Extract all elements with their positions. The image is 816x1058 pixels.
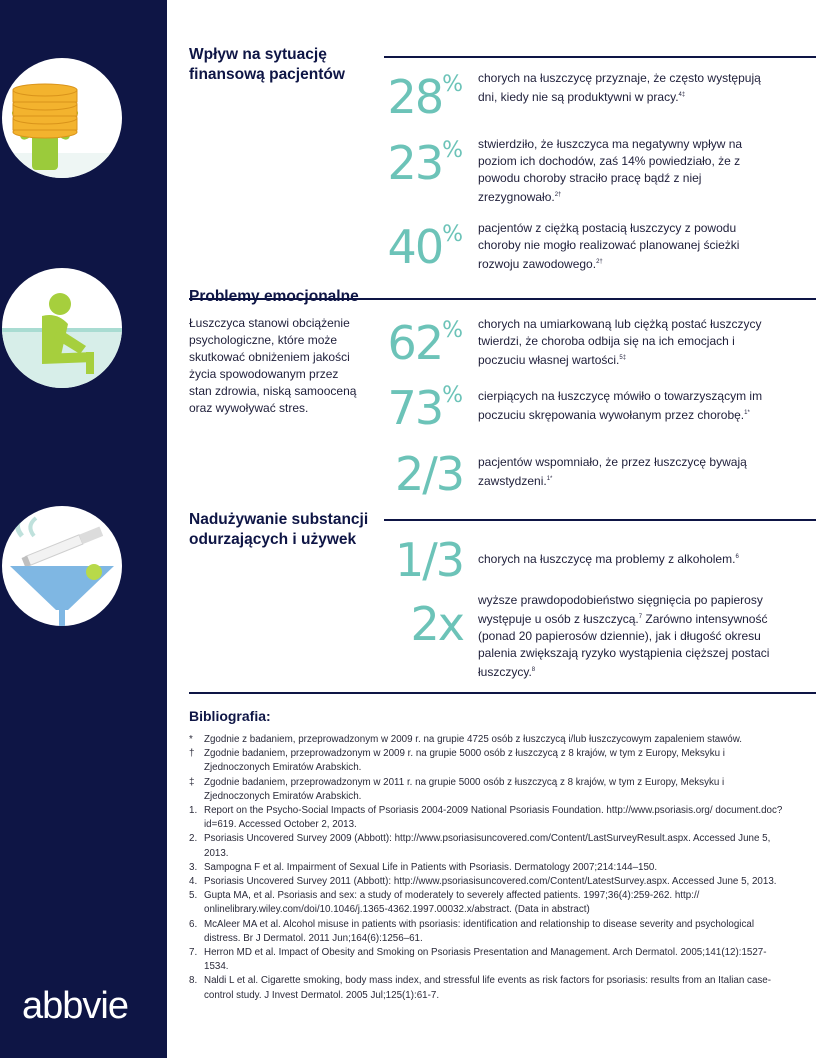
bibliography-item: 7. Herron MD et al. Impact of Obesity and Smoking on Psoriasis Presentation and Management. Arch Dermatol. 2005;141(12):1527-1534. [189, 947, 767, 973]
stat-23-text: stwierdziło, że łuszczyca ma negatywny wpływ na poziom ich dochodów, zaś 14% powiedziało, że z powodu choroby straciło pracę bądź z niej zrezygnowało.$^{2\dagger}$ [478, 137, 743, 204]
bibliography-item: 3. Sampogna F et al. Impairment of Sexual Life in Patients with Psoriasis. Dermatology 2007;214:144–150. [189, 861, 658, 873]
stat-one-third-text: chorych na łuszczycę ma problemy z alkoholem.$^6$ [478, 552, 739, 566]
coin-stack-icon [2, 58, 122, 178]
bibliography-item: 2. Psoriasis Uncovered Survey 2009 (Abbott): http://www.psoriasisuncovered.com/Content/LastSurveyResult.aspx. Accessed June 5, 2013. [189, 833, 771, 859]
bibliography-item: † Zgodnie badaniem, przeprowadzonym w 2009 r. na grupie 5000 osób z łuszczycą z 8 krajów, w tym z Europy, Meksyku i Zjednoczonych Emiratów Arabskich. [189, 748, 725, 774]
bibliography-item: * Zgodnie z badaniem, przeprowadzonym w 2009 r. na grupie 4725 osób z łuszczycą i/lub łuszczycowym zapaleniem stawów. [189, 734, 743, 745]
section-rule-bibliography [189, 692, 816, 694]
stat-40-text: pacjentów z ciężką postacią łuszczycy z powodu choroby nie mogło realizować planowanej ścieżki rozwoju zawodowego.$^{2\dagger}$ [478, 221, 740, 271]
stat-73-text: cierpiących na łuszczycę mówiło o towarzyszącym im poczuciu skrępowania wywołanym przez chorobę.$^{1*}$ [478, 389, 763, 422]
stat-two-thirds-text: pacjentów wspomniało, że przez łuszczycę bywają zawstydzeni.$^{1*}$ [478, 455, 747, 488]
section-rule-finance [384, 56, 816, 58]
abbvie-logo: abbvie [22, 985, 128, 1027]
stat-62-text: chorych na umiarkowaną lub ciężką postać łuszczycy twierdzi, że choroba odbija się na ich emocjach i poczuciu własnej wartości.$^{5\ddagger}$ [478, 317, 762, 367]
stat-28-text: chorych na łuszczycę przyznaje, że często występują dni, kiedy nie są produktywni w pracy.$^{4\ddagger}$ [478, 71, 761, 104]
sad-person-icon [2, 268, 122, 388]
section-rule-substances [384, 519, 816, 521]
bibliography-item: 5. Gupta MA, et al. Psoriasis and sex: a study of moderately to severely affected patients. 1997;36(4):259-262. http:// onlinelibrary.wiley.com/doi/10.1046/j.1365-4362.1997.00032.x/abstract. (Data in abstract) [189, 890, 700, 916]
bibliography-item: 1. Report on the Psycho-Social Impacts of Psoriasis 2004-2009 National Psoriasis Foundation. http://www.psoriasis.org/ document.doc?id=619. Accessed October 2, 2013. [189, 805, 783, 831]
cocktail-cigarette-icon [2, 506, 122, 626]
bibliography-item: ‡ Zgodnie badaniem, przeprowadzonym w 2011 r. na grupie 5000 osób z łuszczycą z 8 krajów, w tym z Europy, Meksyku i Zjednoczonych Emiratów Arabskich. [189, 776, 725, 802]
bibliography-item: 6. McAleer MA et al. Alcohol misuse in patients with psoriasis: identification and relationship to disease severity and psychological distress. Br J Dermatol. 2011 Jun;164(6):1256–61. [189, 918, 754, 944]
bibliography-item: 4. Psoriasis Uncovered Survey 2011 (Abbott): http://www.psoriasisuncovered.com/Content/LatestSurvey.aspx. Accessed June 5, 2013. [189, 876, 777, 888]
section-title-finance: Wpływ na sytuację finansową pacjentów [189, 46, 345, 83]
bibliography-item: 8. Naldi L et al. Cigarette smoking, body mass index, and stressful life events as risk factors for psoriasis: results from an Italian case-control study. J Invest Dermatol. 2005 Jul;125(1):61-7. [189, 975, 772, 1001]
bibliography-list [189, 733, 789, 1003]
emotional-side-text: Łuszczyca stanowi obciążenie psychologiczne, które może skutkować obniżeniem jakości życia spowodowanym przez stan zdrowia, niską samooceną oraz wywoływać stres. [189, 316, 357, 415]
section-title-substances: Nadużywanie substancji odurzających i używek [189, 511, 369, 548]
section-title-emotional: Problemy emocjonalne [189, 288, 359, 305]
stat-2x-text: wyższe prawdopodobieństwo sięgnięcia po papierosy występuje u osób z łuszczycą.$^7$ Zarówno intensywność (ponad 20 papierosów dziennie), jak i długość okresu palenia zwiększają ryzyko wystąpienia cięższej postaci łuszczycy.$^8$ [478, 593, 770, 679]
bibliography-title: Bibliografia: [189, 708, 271, 724]
